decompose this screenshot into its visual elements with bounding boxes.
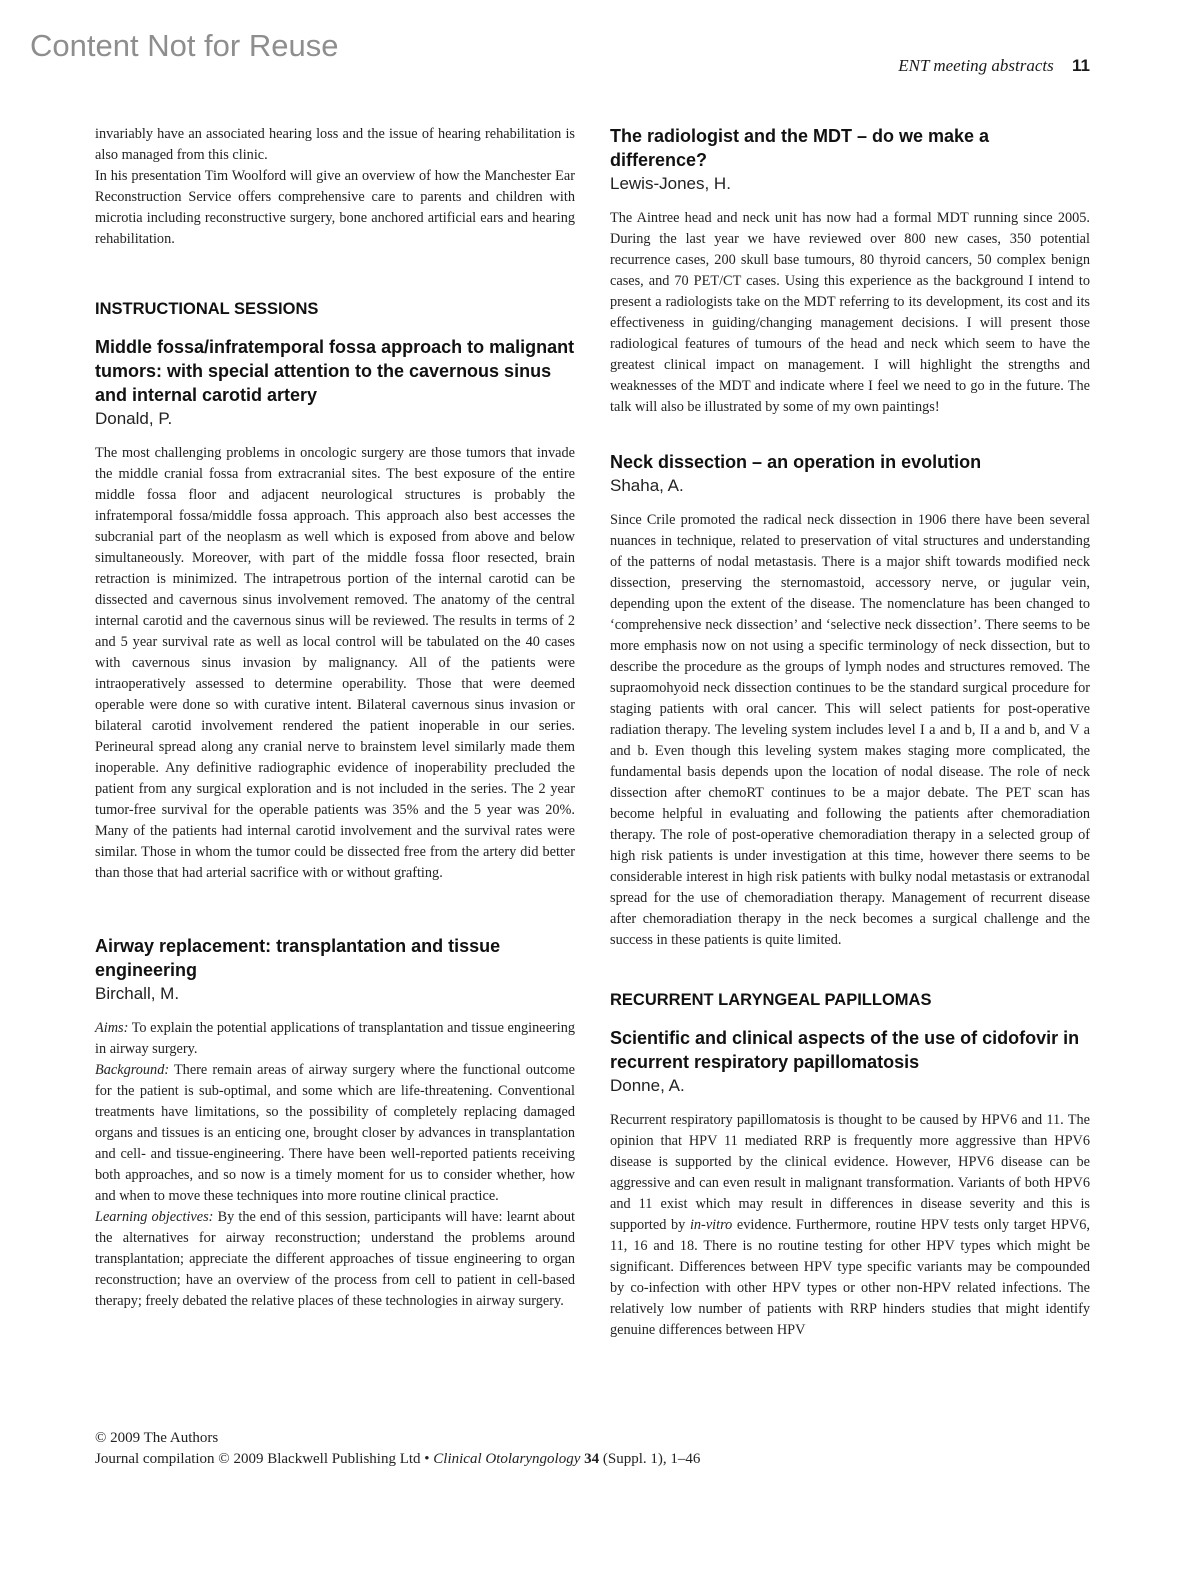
article-title-middle-fossa: Middle fossa/infratemporal fossa approach to malignant tumors: with special attention to the cavernous sinus and internal carotid artery (95, 337, 575, 405)
journal-name: Clinical Otolaryngology (433, 1451, 581, 1467)
section-title-instructional: INSTRUCTIONAL SESSIONS (95, 300, 319, 318)
airway-aims (95, 1018, 575, 1060)
learning-objectives-text: By the end of this session, participants will have: learnt about the alternatives for airway reconstruction; understand the problems around transplantation; appreciate the different approaches of tissue engineering to organ reconstruction; have an overview of the process from cell to patient in cell-based therapy; freely debated the relative places of these technologies in airway surgery. (95, 1209, 576, 1309)
left-column (95, 124, 575, 1312)
article-author-birchall: Birchall, M. (95, 984, 180, 1003)
article-title-cidofovir: Scientific and clinical aspects of the use of cidofovir in recurrent respiratory papillomatosis (610, 1028, 1080, 1072)
watermark: Content Not for Reuse (30, 28, 339, 63)
learning-objectives-label: Learning objectives: (95, 1209, 214, 1225)
article-title-neck-dissection: Neck dissection – an operation in evolution (610, 452, 982, 472)
article-author-donald: Donald, P. (95, 409, 173, 428)
airway-background (95, 1060, 575, 1207)
aims-text: To explain the potential applications of transplantation and tissue engineering in airway surgery. (95, 1020, 575, 1057)
intro-paragraph-1: invariably have an associated hearing loss and the issue of hearing rehabilitation is also managed from this clinic. (95, 126, 575, 163)
article-body-cidofovir (610, 1110, 1090, 1341)
journal-volume: 34 (584, 1451, 600, 1467)
article-author-shaha: Shaha, A. (610, 476, 684, 495)
background-text: There remain areas of airway surgery where the functional outcome for the patient is sub-optimal, and some which are life-threatening. Conventional treatments have limitations, so the possibility of completely replacing damaged organs and tissues is an enticing one, brought closer by advances in transplantation and cell- and tissue-engineering. There have been well-reported patients receiving both approaches, and so now is a timely moment for us to consider whether, how and when to move these techniques into more routine clinical practice. (95, 1062, 575, 1204)
journal-compilation-line (95, 1449, 700, 1470)
airway-learning-objectives (95, 1207, 575, 1312)
copyright-line: © 2009 The Authors (95, 1430, 219, 1446)
section-title-papillomas: RECURRENT LARYNGEAL PAPILLOMAS (610, 991, 932, 1009)
article-title-airway: Airway replacement: transplantation and tissue engineering (95, 936, 501, 980)
in-vitro-term: in-vitro (689, 1217, 733, 1233)
intro-paragraph-2: In his presentation Tim Woolford will give an overview of how the Manchester Ear Reconstruction Service offers comprehensive care to parents and children with microtia including reconstructive surgery, bone anchored artificial ears and hearing rehabilitation. (95, 168, 575, 247)
journal-issue-pages: (Suppl. 1), 1–46 (602, 1451, 701, 1467)
article-body-middle-fossa: The most challenging problems in oncologic surgery are those tumors that invade the middle cranial fossa from extracranial sites. The best exposure of the entire middle fossa floor and adjacent neurological structures is probably the infratemporal fossa/middle fossa approach. This approach also best accesses the subcranial part of the neoplasm as well which is exposed from above and below simultaneously. Moreover, with part of the middle fossa floor resected, brain retraction is minimized. The intrapetrous portion of the internal carotid can be dissected and cavernous sinus involvement removed. The anatomy of the central internal carotid and the cavernous sinus will be reviewed. The results in terms of 2 and 5 year survival rate as well as local control will be tabulated on the 40 cases with cavernous sinus invasion by malignancy. All of the patients were intraoperatively assessed to determine operability. Those that were deemed operable were done so with curative intent. Bilateral cavernous sinus invasion or bilateral carotid involvement rendered the patient inoperable in our series. Perineural spread along any cranial nerve to brainstem level similarly made them inoperable. Any definitive radiographic evidence of inoperability precluded the patient from any surgical exploration and is not included in the series. The 2 year tumor-free survival for the operable patients was 35% and the 5 year was 20%. Many of the patients had internal carotid involvement and the survival rates were similar. Those in whom the tumor could be dissected free from the artery did better than those that had arterial sacrifice with or without grafting. (95, 445, 575, 881)
cidofovir-text-2: evidence. Furthermore, routine HPV tests only target HPV6, 11, 16 and 18. There is no routine testing for other HPV types which might be significant. Differences between HPV type specific variants may be compounded by co-infection with other HPV types or other non-HPV related infections. The relatively low number of patients with RRP hinders studies that might identify genuine differences between HPV (610, 1217, 1090, 1338)
cidofovir-text-1: Recurrent respiratory papillomatosis is thought to be caused by HPV6 and 11. The opinion that HPV 11 mediated RRP is frequently more aggressive than HPV6 disease is supported by the clinical evidence. However, HPV6 disease can be aggressive and can even result in malignant transformation. Variants of both HPV6 and 11 exist which may result in differences in disease severity and this is supported by (610, 1112, 1090, 1233)
right-column (610, 124, 1090, 1341)
journal-section-title: ENT meeting abstracts (898, 56, 1054, 75)
article-author-lewis-jones: Lewis-Jones, H. (610, 174, 731, 193)
article-body-radiologist: The Aintree head and neck unit has now had a formal MDT running since 2005. During the last year we have reviewed over 800 new cases, 350 potential recurrence cases, 200 skull base tumours, 80 thyroid cancers, 50 complex benign cases, and 70 PET/CT cases. Using this experience as the background I intend to present a radiologists take on the MDT referring to its development, its cost and its effectiveness in guiding/changing management decisions. I will present those radiological features of tumours of the head and neck which seem to have the greatest clinical impact on management. I will highlight the strengths and weaknesses of the MDT and indicate where I feel we need to go in the future. The talk will also be illustrated by some of my own paintings! (610, 210, 1090, 415)
article-author-donne: Donne, A. (610, 1076, 685, 1095)
background-label: Background: (95, 1062, 170, 1078)
page-footer (95, 1428, 700, 1470)
article-title-radiologist: The radiologist and the MDT – do we make a difference? (610, 126, 990, 170)
compilation-text: Journal compilation © 2009 Blackwell Publishing Ltd • (95, 1451, 434, 1467)
running-head (898, 56, 1090, 76)
page-number: 11 (1072, 56, 1090, 75)
article-body-neck-dissection: Since Crile promoted the radical neck dissection in 1906 there have been several nuances in technique, related to preservation of vital structures and understanding of the patterns of nodal metastasis. There is a major shift towards modified neck dissection, preserving the sternomastoid, accessory nerve, or jugular vein, depending upon the extent of the disease. The nomenclature has been changed to ‘comprehensive neck dissection’ and ‘selective neck dissection’. There seems to be more emphasis now on not using a specific terminology of neck dissection, but to describe the procedure as the groups of lymph nodes and structures removed. The supraomohyoid neck dissection continues to be the standard surgical procedure for staging patients with oral cancer. This will select patients for post-operative radiation therapy. The leveling system includes level I a and b, II a and b, and V a and b. Even though this leveling system makes staging more complicated, the fundamental basis depends upon the location of nodal disease. The role of neck dissection after chemoRT continues to be a major debate. The PET scan has become helpful in evaluating and following the patients after chemoradiation therapy. The role of post-operative chemoradiation therapy in a selected group of high risk patients is under investigation at this time, however there seems to be considerable interest in high risk patients with bulky nodal metastasis or extranodal spread for the use of chemoradiation therapy. Management of recurrent disease after chemoradiation therapy in the neck becomes a surgical challenge and the success in these patients is quite limited. (610, 512, 1090, 948)
aims-label: Aims: (95, 1020, 129, 1036)
